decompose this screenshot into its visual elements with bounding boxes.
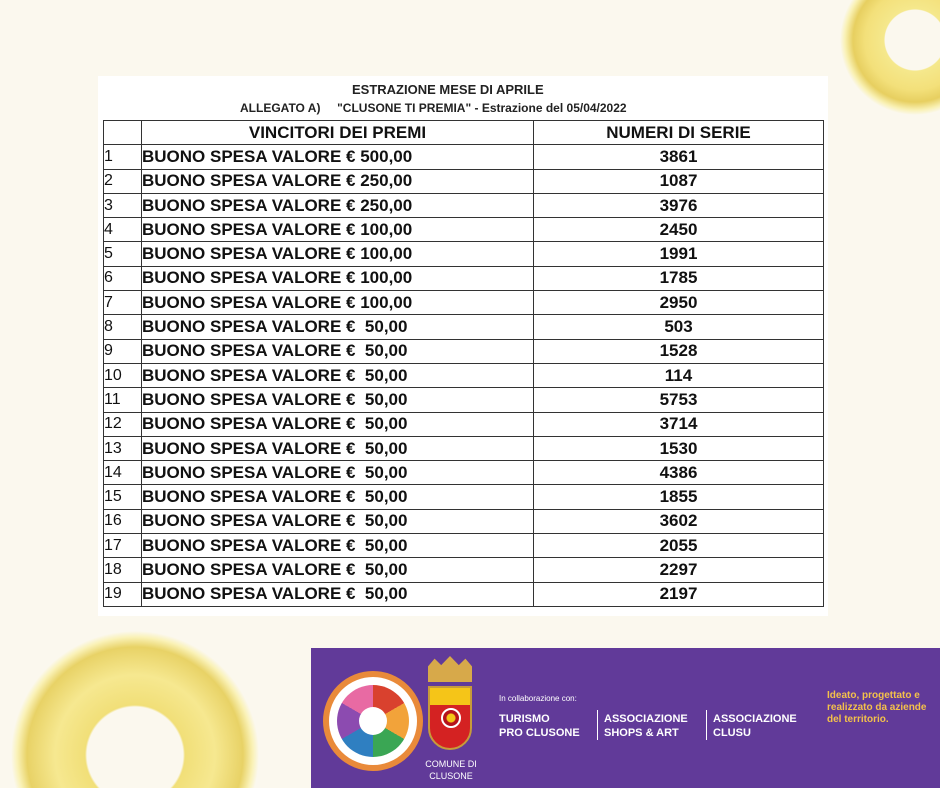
- row-serial: 114: [534, 363, 824, 387]
- divider: [706, 710, 707, 740]
- footer-banner: [311, 648, 940, 788]
- collaboration-label: In collaborazione con:: [499, 694, 577, 703]
- row-serial: 5753: [534, 388, 824, 412]
- row-serial: 3861: [534, 145, 824, 169]
- row-serial: 4386: [534, 461, 824, 485]
- row-prize: BUONO SPESA VALORE € 50,00: [142, 363, 534, 387]
- partner-clusu: [713, 712, 797, 740]
- subtitle-rest: "CLUSONE TI PREMIA" - Estrazione del 05/04/2022: [337, 101, 627, 115]
- table-row: [104, 582, 824, 606]
- row-number: 2: [104, 169, 142, 193]
- table-row: [104, 388, 824, 412]
- comune-crest: [424, 656, 476, 756]
- partner-line2: SHOPS & ART: [604, 727, 679, 739]
- partner-shops-art: [604, 712, 688, 740]
- row-prize: BUONO SPESA VALORE € 100,00: [142, 242, 534, 266]
- row-number: 4: [104, 218, 142, 242]
- table-row: [104, 461, 824, 485]
- table-row: [104, 534, 824, 558]
- row-number: 7: [104, 291, 142, 315]
- row-serial: 3714: [534, 412, 824, 436]
- row-prize: BUONO SPESA VALORE € 50,00: [142, 388, 534, 412]
- row-prize: BUONO SPESA VALORE € 50,00: [142, 412, 534, 436]
- row-serial: 2950: [534, 291, 824, 315]
- table-row: [104, 218, 824, 242]
- row-serial: 1528: [534, 339, 824, 363]
- table-row: [104, 193, 824, 217]
- header-serial: NUMERI DI SERIE: [534, 121, 824, 145]
- distretto-commercio-logo: [323, 671, 423, 771]
- row-prize: BUONO SPESA VALORE € 50,00: [142, 509, 534, 533]
- table-row: [104, 145, 824, 169]
- row-serial: 2197: [534, 582, 824, 606]
- row-number: 9: [104, 339, 142, 363]
- row-prize: BUONO SPESA VALORE € 50,00: [142, 534, 534, 558]
- row-serial: 3976: [534, 193, 824, 217]
- row-prize: BUONO SPESA VALORE € 50,00: [142, 315, 534, 339]
- row-number: 3: [104, 193, 142, 217]
- row-serial: 1530: [534, 436, 824, 460]
- row-number: 11: [104, 388, 142, 412]
- table-row: [104, 266, 824, 290]
- row-number: 13: [104, 436, 142, 460]
- row-prize: BUONO SPESA VALORE € 50,00: [142, 339, 534, 363]
- partner-line2: PRO CLUSONE: [499, 727, 580, 739]
- table-row: [104, 558, 824, 582]
- table-row: [104, 509, 824, 533]
- table-row: [104, 436, 824, 460]
- row-number: 8: [104, 315, 142, 339]
- row-serial: 2055: [534, 534, 824, 558]
- row-serial: 1087: [534, 169, 824, 193]
- row-number: 19: [104, 582, 142, 606]
- row-serial: 3602: [534, 509, 824, 533]
- table-row: [104, 242, 824, 266]
- logo-center: [359, 707, 387, 735]
- document-title: ESTRAZIONE MESE DI APRILE: [352, 82, 544, 97]
- row-prize: BUONO SPESA VALORE € 100,00: [142, 266, 534, 290]
- row-prize: BUONO SPESA VALORE € 100,00: [142, 291, 534, 315]
- row-prize: BUONO SPESA VALORE € 50,00: [142, 485, 534, 509]
- row-prize: BUONO SPESA VALORE € 500,00: [142, 145, 534, 169]
- table-row: [104, 315, 824, 339]
- subtitle-prefix: ALLEGATO A): [240, 101, 321, 115]
- row-number: 10: [104, 363, 142, 387]
- rose-icon: [441, 708, 461, 728]
- row-number: 15: [104, 485, 142, 509]
- partner-line2: CLUSU: [713, 727, 751, 739]
- header-number: [104, 121, 142, 145]
- row-number: 1: [104, 145, 142, 169]
- row-prize: BUONO SPESA VALORE € 250,00: [142, 169, 534, 193]
- row-prize: BUONO SPESA VALORE € 100,00: [142, 218, 534, 242]
- row-number: 14: [104, 461, 142, 485]
- partner-turismo: [499, 712, 580, 740]
- row-prize: BUONO SPESA VALORE € 50,00: [142, 436, 534, 460]
- partner-line1: ASSOCIAZIONE: [713, 713, 797, 725]
- decorative-donut-bottom-left: [10, 630, 260, 788]
- row-prize: BUONO SPESA VALORE € 50,00: [142, 558, 534, 582]
- header-prize: VINCITORI DEI PREMI: [142, 121, 534, 145]
- divider: [597, 710, 598, 740]
- row-number: 6: [104, 266, 142, 290]
- row-number: 16: [104, 509, 142, 533]
- row-prize: BUONO SPESA VALORE € 250,00: [142, 193, 534, 217]
- row-serial: 2450: [534, 218, 824, 242]
- partner-line1: TURISMO: [499, 713, 550, 725]
- row-number: 17: [104, 534, 142, 558]
- row-number: 18: [104, 558, 142, 582]
- table-row: [104, 169, 824, 193]
- table-header-row: [104, 121, 824, 145]
- table-row: [104, 485, 824, 509]
- prizes-table: [103, 120, 824, 607]
- row-serial: 1855: [534, 485, 824, 509]
- row-prize: BUONO SPESA VALORE € 50,00: [142, 461, 534, 485]
- crown-icon: [428, 656, 472, 682]
- shield-icon: [428, 686, 472, 750]
- comune-label: COMUNE DI CLUSONE: [425, 759, 477, 781]
- row-serial: 503: [534, 315, 824, 339]
- ideato-text: Ideato, progettato e realizzato da aziende del territorio.: [827, 690, 927, 725]
- row-number: 12: [104, 412, 142, 436]
- table-row: [104, 363, 824, 387]
- document-subtitle: [240, 101, 627, 115]
- row-serial: 2297: [534, 558, 824, 582]
- row-prize: BUONO SPESA VALORE € 50,00: [142, 582, 534, 606]
- partner-line1: ASSOCIAZIONE: [604, 713, 688, 725]
- table-row: [104, 291, 824, 315]
- row-serial: 1991: [534, 242, 824, 266]
- table-row: [104, 339, 824, 363]
- decorative-donut-top-right: [840, 0, 940, 115]
- row-serial: 1785: [534, 266, 824, 290]
- row-number: 5: [104, 242, 142, 266]
- table-row: [104, 412, 824, 436]
